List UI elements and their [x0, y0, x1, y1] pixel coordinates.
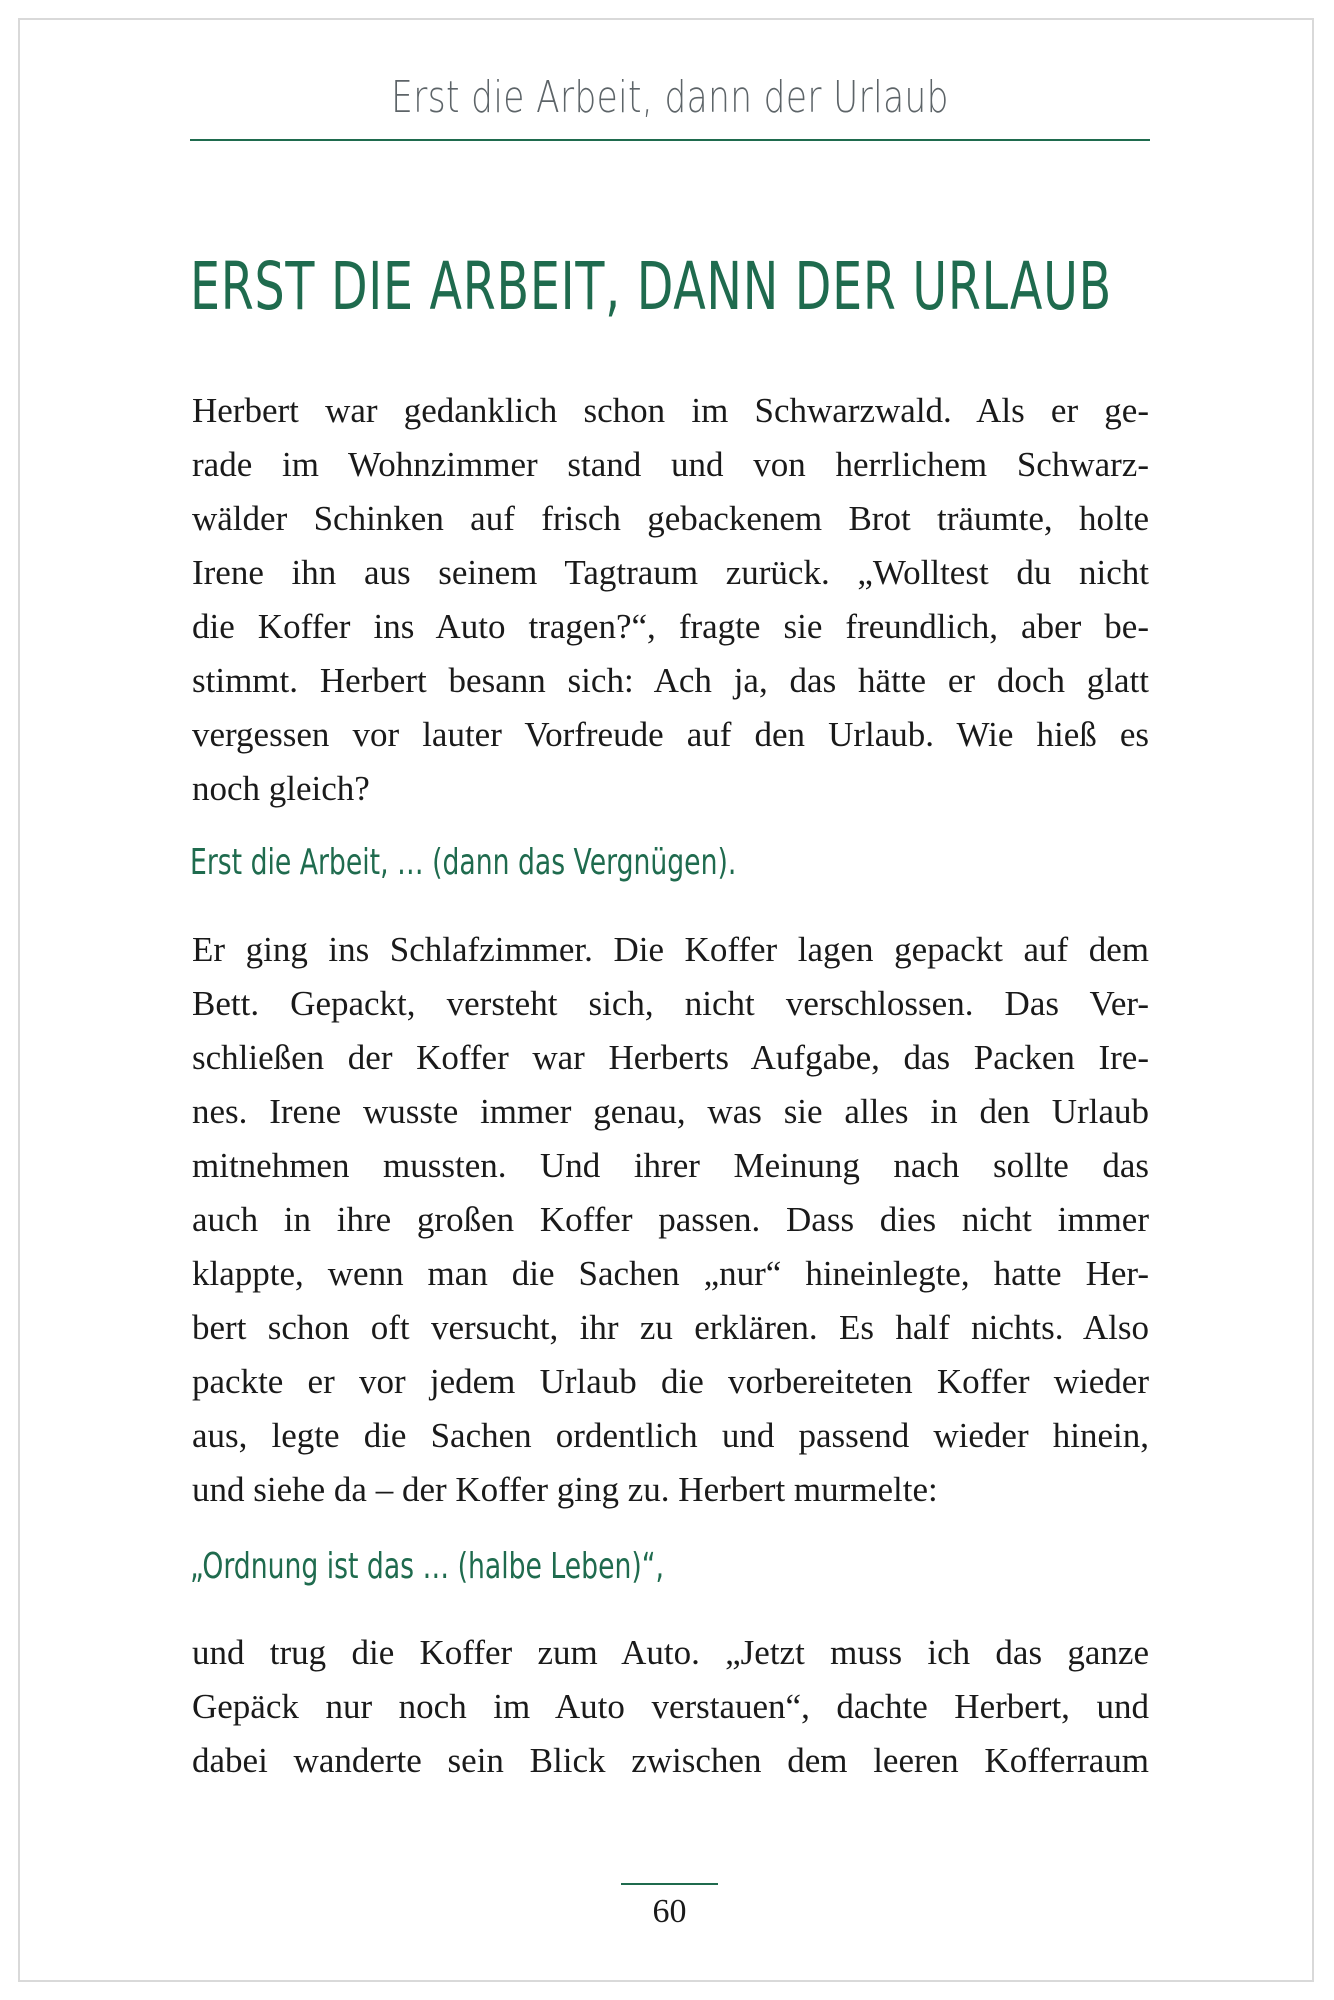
- chapter-title: ERST DIE ARBEIT, DANN DER URLAUB: [190, 248, 1112, 325]
- running-head: Erst die Arbeit, dann der Urlaub: [391, 72, 949, 123]
- text-line: packte er vor jedem Urlaub die vorbereiteten Koffer wieder: [192, 1362, 1149, 1401]
- text-line: auch in ihre großen Koffer passen. Dass dies nicht immer: [192, 1200, 1149, 1239]
- text-line: dabei wanderte sein Blick zwischen dem leeren Kofferraum: [192, 1741, 1149, 1780]
- paragraph-1: [192, 384, 1149, 816]
- text-line: aus, legte die Sachen ordentlich und passend wieder hinein,: [192, 1416, 1149, 1455]
- header-rule: [190, 139, 1150, 141]
- text-line: Gepäck nur noch im Auto verstauen“, dachte Herbert, und: [192, 1687, 1149, 1726]
- text-line: noch gleich?: [192, 769, 370, 808]
- text-line: nes. Irene wusste immer genau, was sie alles in den Urlaub: [192, 1092, 1149, 1131]
- paragraph-3: [192, 1626, 1149, 1788]
- text-line: klappte, wenn man die Sachen „nur“ hineinlegte, hatte Her-: [192, 1254, 1149, 1293]
- text-line: wälder Schinken auf frisch gebackenem Brot träumte, holte: [192, 499, 1149, 538]
- text-line: und siehe da – der Koffer ging zu. Herbert murmelte:: [192, 1470, 938, 1509]
- text-line: und trug die Koffer zum Auto. „Jetzt muss ich das ganze: [192, 1633, 1149, 1672]
- quote-2: „Ordnung ist das … (halbe Leben)“,: [190, 1546, 665, 1587]
- page-number: 60: [652, 1893, 687, 1930]
- text-line: rade im Wohnzimmer stand und von herrlichem Schwarz-: [192, 445, 1149, 484]
- text-line: Bett. Gepackt, versteht sich, nicht verschlossen. Das Ver-: [192, 984, 1149, 1023]
- text-line: bert schon oft versucht, ihr zu erklären. Es half nichts. Also: [192, 1308, 1149, 1347]
- text-line: Er ging ins Schlafzimmer. Die Koffer lagen gepackt auf dem: [192, 930, 1149, 969]
- text-line: stimmt. Herbert besann sich: Ach ja, das hätte er doch glatt: [192, 661, 1149, 700]
- text-line: schließen der Koffer war Herberts Aufgabe, das Packen Ire-: [192, 1038, 1149, 1077]
- paragraph-2: [192, 923, 1149, 1517]
- text-line: mitnehmen mussten. Und ihrer Meinung nach sollte das: [192, 1146, 1149, 1185]
- text-line: Irene ihn aus seinem Tagtraum zurück. „Wolltest du nicht: [192, 553, 1149, 592]
- text-line: Herbert war gedanklich schon im Schwarzwald. Als er ge-: [192, 391, 1149, 430]
- quote-1: Erst die Arbeit, … (dann das Vergnügen).: [190, 842, 737, 883]
- footer-rule: [621, 1883, 718, 1885]
- text-line: vergessen vor lauter Vorfreude auf den Urlaub. Wie hieß es: [192, 715, 1149, 754]
- text-line: die Koffer ins Auto tragen?“, fragte sie freundlich, aber be-: [192, 607, 1149, 646]
